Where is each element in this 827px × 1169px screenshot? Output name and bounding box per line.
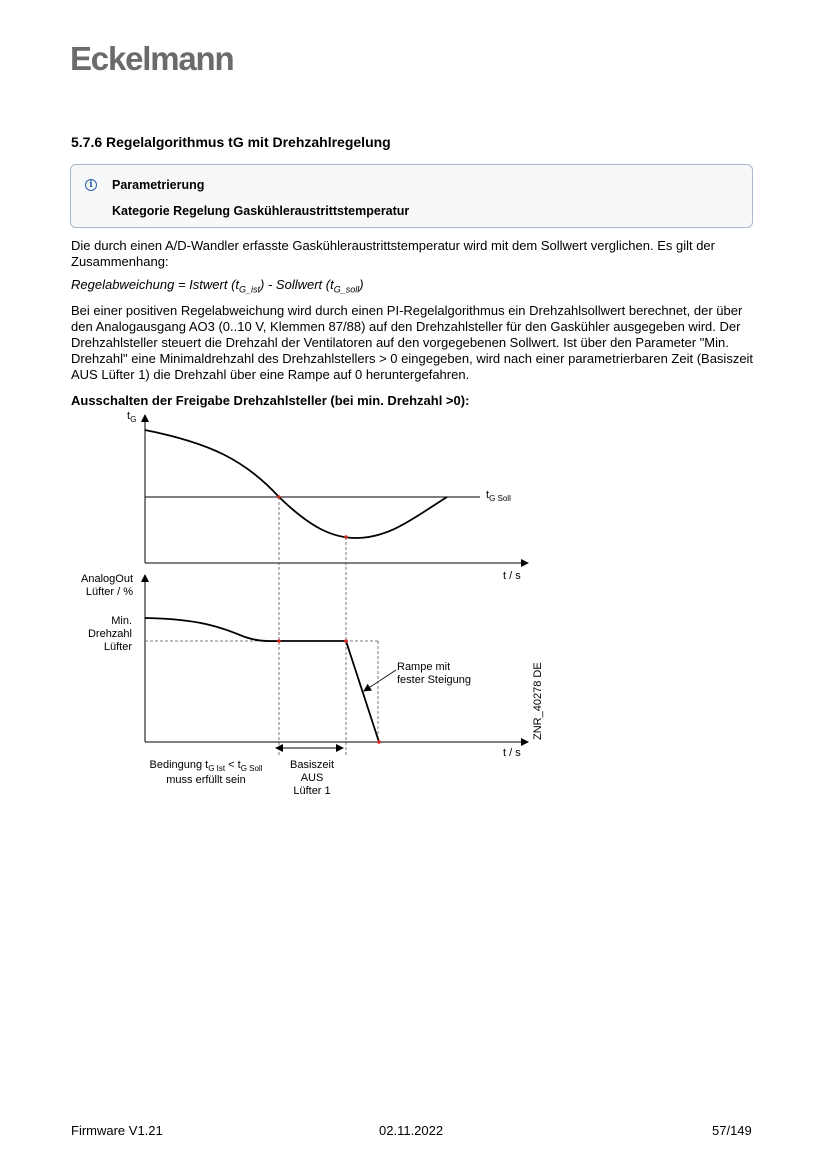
ramp-label-1: Rampe mit (397, 661, 451, 673)
footer-firmware: Firmware V1.21 (71, 1123, 163, 1138)
top-y-axis-label: $t_G$ (127, 410, 137, 424)
eckelmann-logo: Eckelmann (70, 40, 234, 77)
basis-time-label-2: AUS (300, 772, 324, 784)
basis-time-label-1: Basiszeit (289, 759, 335, 771)
formula-sub-soll: G_soll (333, 284, 360, 295)
info-box-category: Kategorie Regelung Gaskühleraustrittstemperatur (112, 204, 410, 218)
basis-time-label-3: Lüfter 1 (293, 785, 331, 797)
fan-point-2 (344, 639, 348, 643)
min-speed-label-2: Drehzahl (87, 628, 132, 640)
setpoint-label: $t_{G Soll}$ (486, 489, 511, 503)
intro-paragraph: Die durch einen A/D-Wandler erfasste Gaskühleraustrittstemperatur wird mit dem Sollwert verglichen. Es gilt der Zusammenhang: (71, 238, 715, 269)
info-box-title: Parametrierung (112, 178, 205, 192)
condition-label-1: Bedingung $t_{G Ist} < t_{G Soll}$ (149, 759, 263, 773)
formula-sub-ist: G_ist (239, 284, 261, 295)
figure-id: ZNR_40278 DE (532, 662, 544, 740)
parameter-info-box (70, 164, 753, 228)
fan-point-1 (277, 639, 281, 643)
bottom-x-axis-label: t / s (503, 747, 521, 759)
formula-middle: ) - Sollwert (t (260, 277, 334, 292)
section-title: 5.7.6 Regelalgorithmus tG mit Drehzahlregelung (71, 134, 391, 150)
fan-output-curve (145, 618, 379, 742)
fan-point-3 (377, 740, 381, 744)
ramp-pointer (364, 670, 396, 691)
footer-date: 02.11.2022 (379, 1123, 444, 1138)
figure-title: Ausschalten der Freigabe Drehzahlsteller (bei min. Drehzahl >0): (71, 393, 470, 408)
min-speed-label-3: Lüfter (103, 641, 132, 653)
formula-suffix: ) (359, 277, 364, 292)
min-speed-label-1: Min. (111, 615, 132, 627)
bottom-y-axis-label-1: AnalogOut (81, 573, 133, 585)
footer-page-number: 57/149 (712, 1123, 752, 1138)
info-icon: i (85, 179, 97, 191)
bottom-y-axis-label-2: Lüfter / % (85, 586, 133, 598)
algorithm-paragraph: Bei einer positiven Regelabweichung wird durch einen PI-Regelalgorithmus ein Drehzahlsollwert berechnet, der über den Analogausgang AO3 (0..10 V, Klemmen 87/88) auf den Drehzahlsteller für den Gaskühler ausgegeben wird. Der Drehzahlsteller steuert die Drehzahl der Ventilatoren auf den vorgegebenen Sollwert. Ist über den Parameter "Min. Drehzahl" eine Minimaldrehzahl des Drehzahlstellers > 0 eingegeben, wird nach einer parametrierbaren Zeit (Basiszeit AUS Lüfter 1) die Drehzahl über eine Rampe auf 0 heruntergefahren. (71, 303, 754, 382)
top-x-axis-label: t / s (503, 570, 521, 582)
condition-label-2: muss erfüllt sein (166, 774, 246, 786)
ramp-label-2: fester Steigung (397, 674, 471, 686)
temperature-curve (145, 430, 447, 538)
formula-prefix: Regelabweichung = Istwert (t (71, 277, 240, 292)
control-deviation-formula (71, 277, 364, 295)
timing-diagram (70, 405, 550, 800)
